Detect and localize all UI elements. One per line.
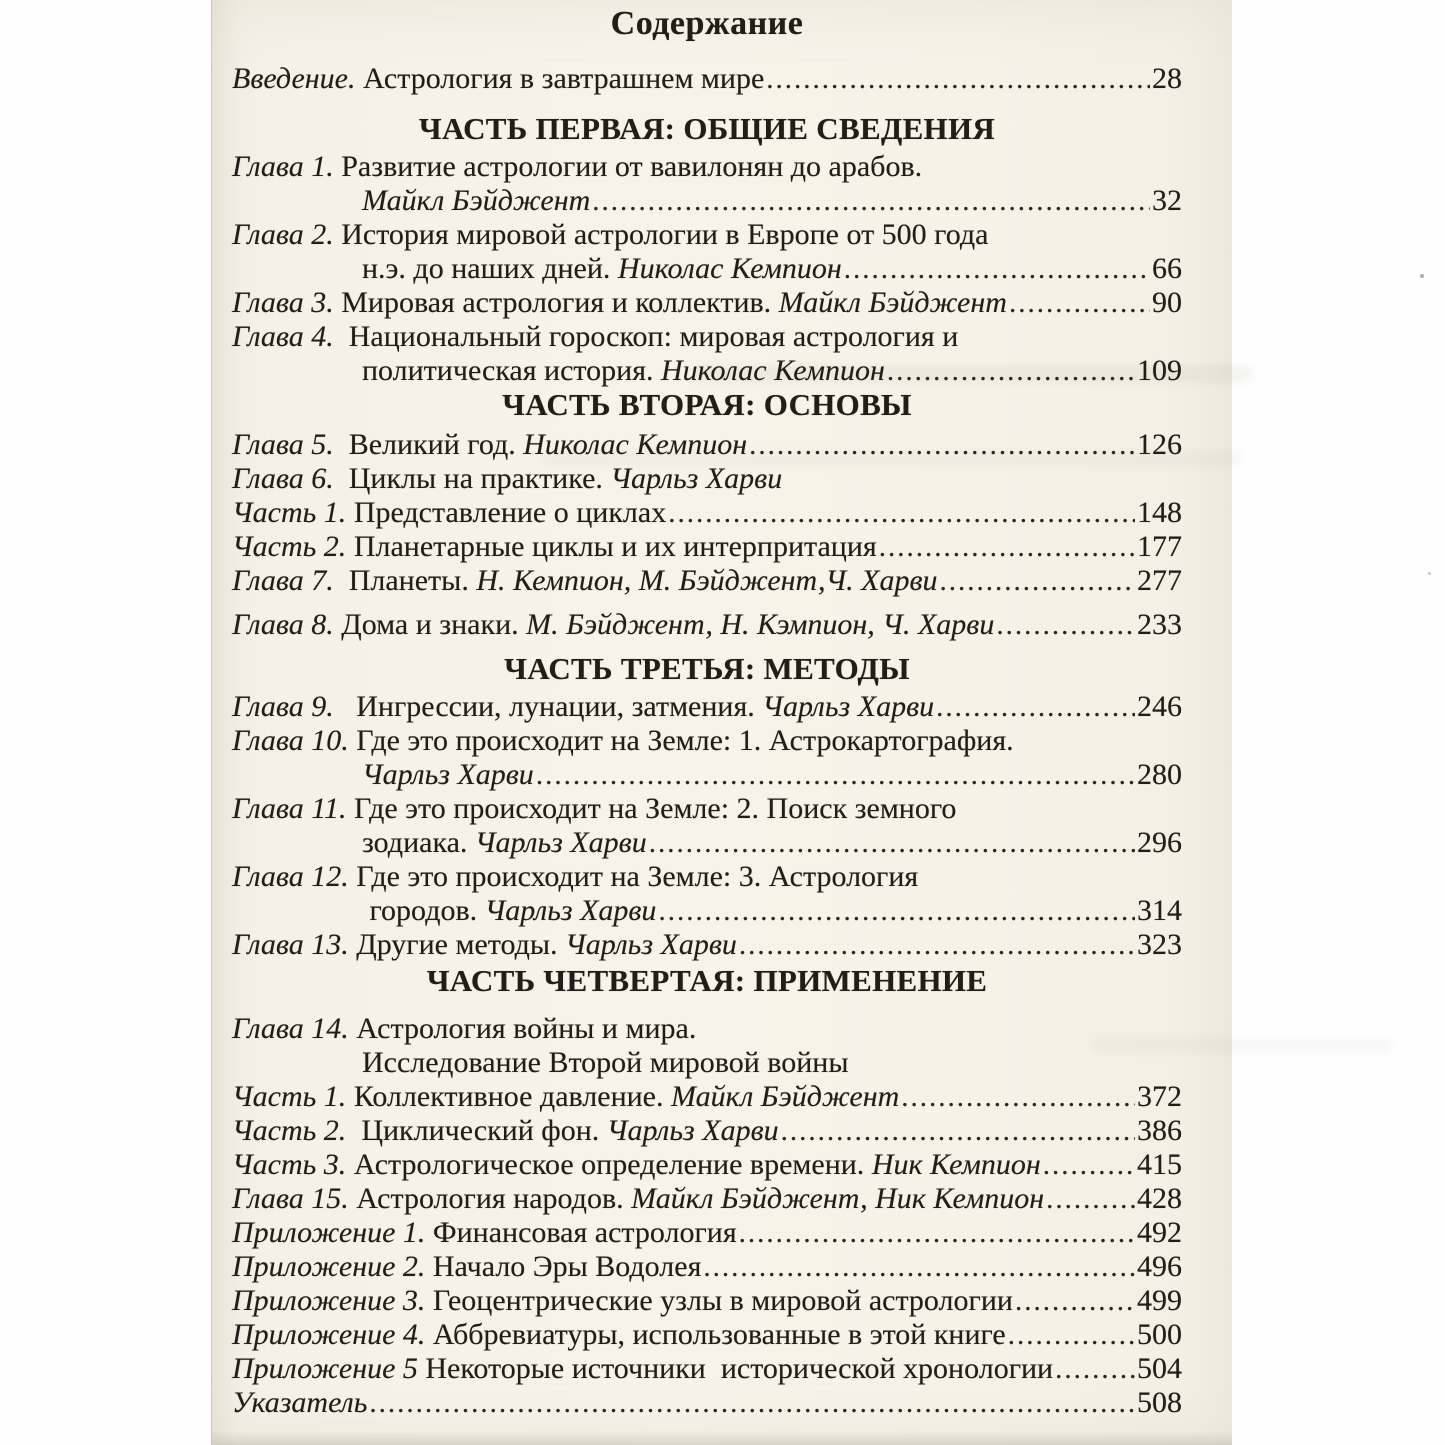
entry-text: Николас Кемпион	[523, 428, 748, 461]
dot-leader	[703, 1250, 1135, 1284]
entry-text: Финансовая астрология	[425, 1216, 737, 1249]
page-number: 32	[1152, 184, 1182, 217]
entry-text: Приложение 1.	[232, 1216, 426, 1249]
section-heading: ЧАСТЬ ЧЕТВЕРТАЯ: ПРИМЕНЕНИЕ	[426, 963, 988, 998]
dot-leader	[649, 826, 1135, 860]
page-number: 323	[1137, 928, 1182, 961]
toc-entry	[232, 724, 1182, 758]
toc-lines	[232, 62, 1182, 1420]
toc-entry	[232, 860, 1182, 894]
toc-entry	[232, 928, 1182, 962]
entry-text: Введение.	[232, 62, 356, 95]
entry-text: Ник Кемпион	[871, 1148, 1041, 1181]
page-number: 314	[1137, 894, 1182, 927]
entry-text: Николас Кемпион	[661, 354, 885, 387]
page-number: 246	[1137, 690, 1182, 723]
dust-speck	[1420, 274, 1424, 278]
dot-leader	[536, 758, 1135, 792]
entry-text: Часть 1.	[232, 1080, 347, 1113]
page-number: 496	[1137, 1250, 1182, 1283]
entry-text: Где это происходит на Земле: 2. Поиск земного	[346, 792, 957, 825]
entry-text: Майкл Бэйджент	[778, 286, 1007, 319]
dot-leader	[1009, 286, 1150, 320]
page-number: 66	[1152, 252, 1182, 285]
dot-leader	[592, 184, 1150, 218]
entry-text: Начало Эры Водолея	[425, 1250, 702, 1283]
entry-text: Глава 13.	[232, 928, 349, 961]
dot-leader	[1008, 1318, 1135, 1352]
page-number: 372	[1137, 1080, 1182, 1113]
entry-text: Чарльз Харви	[565, 928, 737, 961]
entry-text: Планеты.	[333, 564, 477, 597]
dot-leader	[749, 428, 1135, 462]
toc-entry	[232, 1046, 1182, 1080]
entry-text: Часть 1.	[232, 496, 347, 529]
toc-entry	[232, 1386, 1182, 1420]
toc-entry	[232, 218, 1182, 252]
entry-text: Глава 4.	[232, 320, 334, 353]
page-number: 28	[1152, 62, 1182, 95]
toc-entry	[232, 320, 1182, 354]
toc-entry	[232, 1250, 1182, 1284]
entry-text: Майкл Бэйджент, Ник Кемпион	[631, 1182, 1045, 1215]
toc-entry	[232, 564, 1182, 598]
entry-text: Майкл Бэйджент	[362, 184, 591, 217]
entry-text: Чарльз Харви	[484, 894, 657, 927]
toc-entry	[232, 894, 1182, 928]
dot-leader	[887, 354, 1135, 388]
entry-text: Глава 9.	[232, 690, 334, 723]
toc-entry	[232, 758, 1182, 792]
toc-entry	[232, 252, 1182, 286]
entry-text: Глава 3.	[232, 286, 334, 319]
page-number: 109	[1137, 354, 1182, 387]
section-heading: ЧАСТЬ ПЕРВАЯ: ОБЩИЕ СВЕДЕНИЯ	[418, 111, 996, 146]
entry-text: Чарльз Харви	[762, 690, 935, 723]
entry-text: Развитие астрологии от вавилонян до арабов.	[333, 150, 923, 183]
entry-text: н.э. до наших дней.	[362, 252, 618, 285]
entry-text: Майкл Бэйджент	[671, 1080, 900, 1113]
entry-text: Глава 14.	[232, 1012, 349, 1045]
entry-text: Коллективное давление.	[346, 1080, 671, 1113]
entry-text: Астрология народов.	[348, 1182, 632, 1215]
dot-leader	[766, 62, 1150, 96]
page-number: 499	[1137, 1284, 1182, 1317]
dust-speck	[1428, 572, 1431, 575]
entry-text: Глава 2.	[232, 218, 334, 251]
page-number: 177	[1137, 530, 1182, 563]
dot-leader	[1043, 1148, 1135, 1182]
toc-entry	[232, 462, 1182, 496]
page-number: 428	[1137, 1182, 1182, 1215]
entry-text: Чарльз Харви	[474, 826, 647, 859]
toc-entry	[232, 428, 1182, 462]
toc-entry	[232, 1080, 1182, 1114]
entry-text: Приложение 2.	[232, 1250, 426, 1283]
entry-text: Н. Кемпион, М. Бэйджент,Ч. Харви	[476, 564, 938, 597]
entry-text: зодиака.	[362, 826, 475, 859]
entry-text: Астрология в завтрашнем мире	[355, 62, 765, 95]
dot-leader	[739, 928, 1135, 962]
entry-text: Астрология войны и мира.	[348, 1012, 697, 1045]
entry-text: Дома и знаки.	[333, 608, 527, 641]
dot-leader	[996, 608, 1135, 642]
page-number: 492	[1137, 1216, 1182, 1249]
dot-leader	[1055, 1352, 1135, 1386]
toc-entry	[232, 1318, 1182, 1352]
entry-text: Глава 15.	[232, 1182, 349, 1215]
entry-text: Где это происходит на Земле: 1. Астрокартография.	[348, 724, 1014, 757]
dot-leader	[1015, 1284, 1135, 1318]
entry-text: История мировой астрологии в Европе от 500 года	[333, 218, 989, 251]
entry-text: Великий год.	[333, 428, 524, 461]
dot-leader	[844, 252, 1150, 286]
entry-text: Приложение 5	[232, 1352, 418, 1385]
toc-entry	[232, 690, 1182, 724]
dot-leader	[369, 1386, 1135, 1420]
toc-entry	[232, 530, 1182, 564]
entry-text: М. Бэйджент, Н. Кэмпион, Ч. Харви	[526, 608, 995, 641]
page-content	[212, 0, 1232, 1445]
entry-text: Чарльз Харви	[362, 758, 534, 791]
entry-text: Часть 2.	[232, 530, 347, 563]
entry-text: Чарльз Харви	[606, 1114, 779, 1147]
toc-entry	[232, 608, 1182, 642]
dot-leader	[781, 1114, 1135, 1148]
toc-entry	[232, 1114, 1182, 1148]
entry-text: Ингрессии, лунации, затмения.	[333, 690, 763, 723]
entry-text: Глава 1.	[232, 150, 334, 183]
page-number: 280	[1137, 758, 1182, 791]
toc-entry	[232, 354, 1182, 388]
page-number: 500	[1137, 1318, 1182, 1351]
entry-text: Глава 12.	[232, 860, 349, 893]
toc-entry	[232, 1182, 1182, 1216]
toc-entry	[232, 826, 1182, 860]
toc-entry	[232, 792, 1182, 826]
entry-text: Циклы на практике.	[333, 462, 611, 495]
entry-text: Представление о циклах	[346, 496, 667, 529]
entry-text: Национальный гороскоп: мировая астрология и	[333, 320, 959, 353]
dot-leader	[879, 530, 1135, 564]
entry-text: Другие методы.	[348, 928, 566, 961]
page-number: 148	[1137, 496, 1182, 529]
entry-text: Часть 2.	[232, 1114, 347, 1147]
page-number: 296	[1137, 826, 1182, 859]
section-heading: ЧАСТЬ ВТОРАЯ: ОСНОВЫ	[502, 387, 912, 422]
entry-text: Некоторые источники исторической хронологии	[417, 1352, 1054, 1385]
entry-text: Часть 3.	[232, 1148, 347, 1181]
entry-text: Глава 8.	[232, 608, 334, 641]
entry-text: Планетарные циклы и их интерпритация	[346, 530, 877, 563]
entry-text: Астрологическое определение времени.	[346, 1148, 872, 1181]
entry-text: городов.	[362, 894, 485, 927]
dot-leader	[739, 1216, 1135, 1250]
entry-text: политическая история.	[362, 354, 661, 387]
section-heading: ЧАСТЬ ТРЕТЬЯ: МЕТОДЫ	[504, 651, 910, 686]
dot-leader	[668, 496, 1135, 530]
toc-entry	[232, 1012, 1182, 1046]
page-number: 90	[1152, 286, 1182, 319]
page-number: 386	[1137, 1114, 1182, 1147]
dot-leader	[940, 564, 1136, 598]
toc-entry	[232, 1216, 1182, 1250]
entry-text: Глава 11.	[232, 792, 347, 825]
entry-text: Глава 5.	[232, 428, 334, 461]
toc-entry	[232, 150, 1182, 184]
entry-text: Циклический фон.	[346, 1114, 607, 1147]
dot-leader	[936, 690, 1135, 724]
page-number: 233	[1137, 608, 1182, 641]
toc-entry	[232, 1148, 1182, 1182]
entry-text: Исследование Второй мировой войны	[362, 1046, 849, 1079]
dot-leader	[658, 894, 1135, 928]
entry-text: Аббревиатуры, использованные в этой книге	[425, 1318, 1006, 1351]
entry-text: Глава 7.	[232, 564, 334, 597]
toc-entry	[232, 1352, 1182, 1386]
toc-entry	[232, 184, 1182, 218]
page-number: 277	[1137, 564, 1182, 597]
entry-text: Николас Кемпион	[617, 252, 842, 285]
page-number: 508	[1137, 1386, 1182, 1419]
dot-leader	[901, 1080, 1135, 1114]
entry-text: Указатель	[232, 1386, 368, 1419]
page-number: 126	[1137, 428, 1182, 461]
toc-entry	[232, 62, 1182, 96]
entry-text: Приложение 3.	[232, 1284, 426, 1317]
entry-text: Геоцентрические узлы в мировой астрологии	[425, 1284, 1013, 1317]
entry-text: Чарльз Харви	[610, 462, 783, 495]
book-page	[211, 0, 1232, 1445]
page-number: 504	[1137, 1352, 1182, 1385]
toc-entry	[232, 496, 1182, 530]
entry-text: Приложение 4.	[232, 1318, 426, 1351]
page-title: Содержание	[610, 5, 804, 42]
entry-text: Где это происходит на Земле: 3. Астрология	[348, 860, 919, 893]
entry-text: Мировая астрология и коллектив.	[333, 286, 779, 319]
entry-text: Глава 10.	[232, 724, 349, 757]
page-number: 415	[1137, 1148, 1182, 1181]
dot-leader	[1046, 1182, 1135, 1216]
entry-text: Глава 6.	[232, 462, 334, 495]
toc-entry	[232, 286, 1182, 320]
toc-entry	[232, 1284, 1182, 1318]
